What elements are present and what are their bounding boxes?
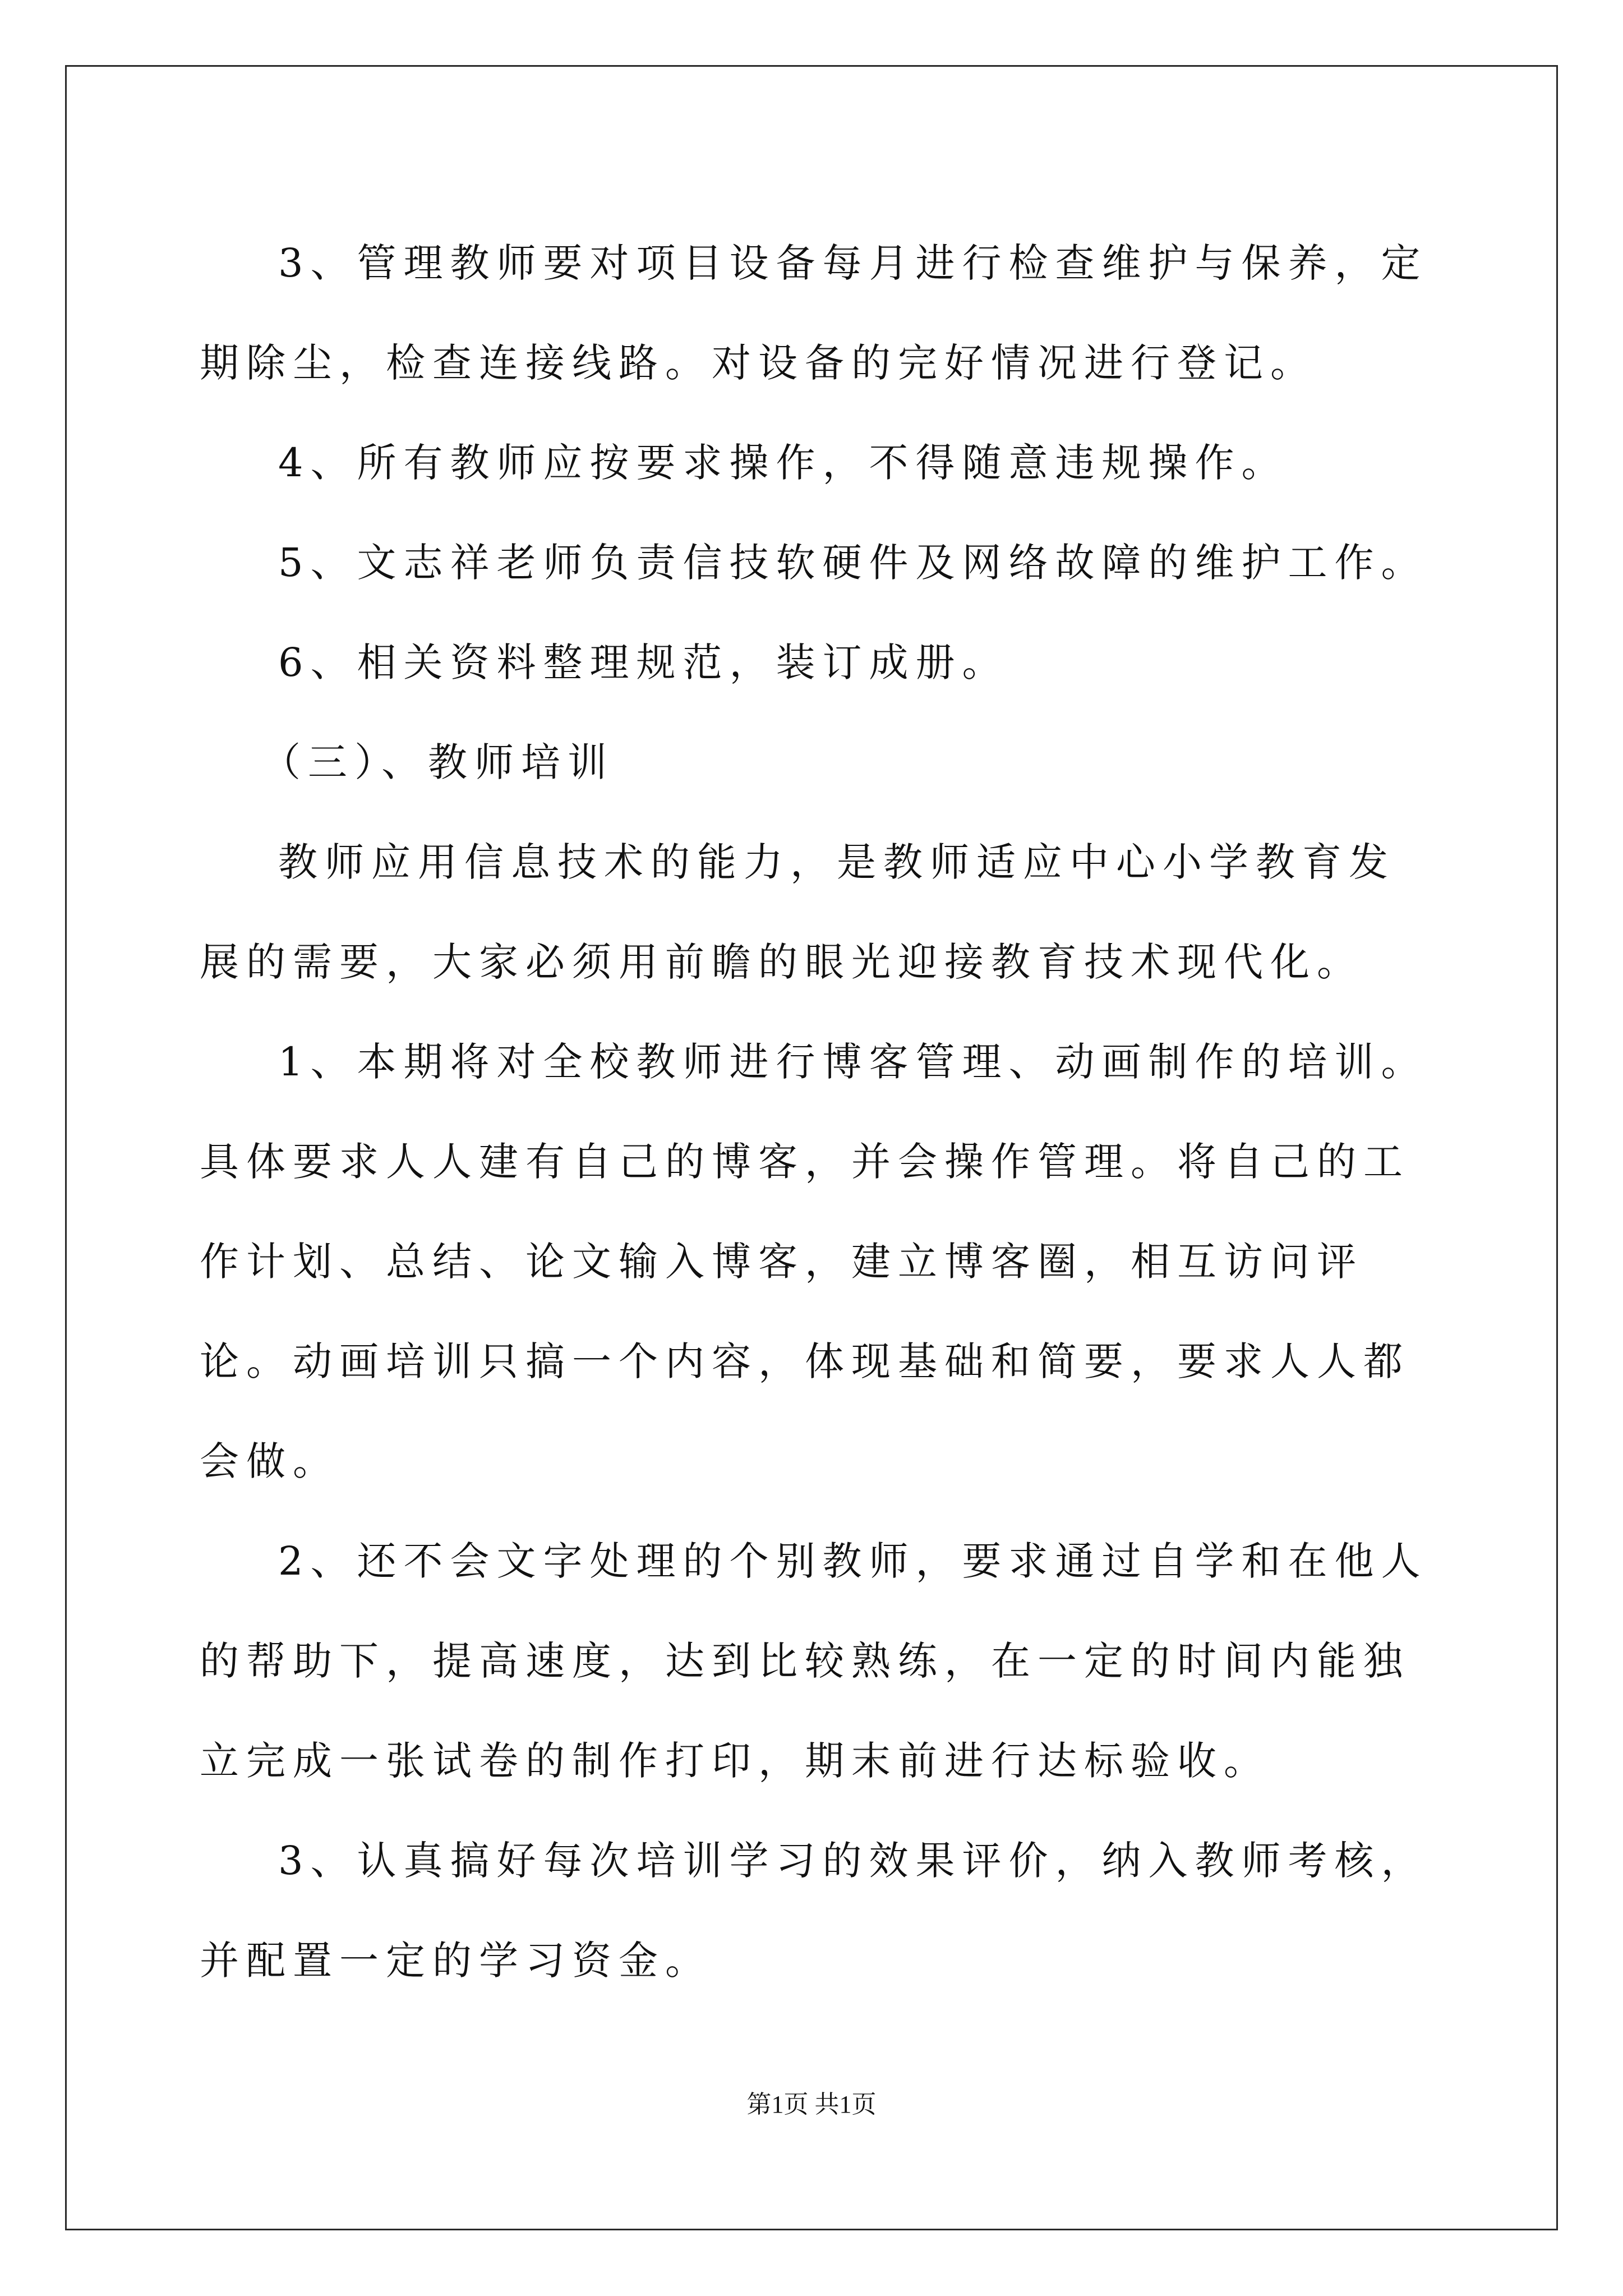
document-body xyxy=(200,213,1433,2010)
section-heading-teacher-training: （三）、教师培训 xyxy=(261,739,614,785)
paragraph-training-item-1: 1、本期将对全校教师进行博客管理、动画制作的培训。具体要求人人建有自己的博客，并会操作管理。将自己的工作计划、总结、论文输入博客，建立博客圈，相互访问评论。动画培训只搞一个内容，体现基础和简要，要求人人都会做。 xyxy=(200,1039,1428,1484)
paragraph-item-3-maintenance: 3、管理教师要对项目设备每月进行检查维护与保养，定期除尘，检查连接线路。对设备的完好情况进行登记。 xyxy=(200,240,1428,386)
paragraph-item-5-responsible: 5、文志祥老师负责信技软硬件及网络故障的维护工作。 xyxy=(278,540,1428,586)
paragraph-item-4-operation: 4、所有教师应按要求操作，不得随意违规操作。 xyxy=(278,440,1288,486)
paragraph-item-6-materials: 6、相关资料整理规范，装订成册。 xyxy=(278,639,1009,685)
paragraph-training-item-3: 3、认真搞好每次培训学习的效果评价，纳入教师考核，并配置一定的学习资金。 xyxy=(200,1838,1428,1984)
paragraph-training-intro: 教师应用信息技术的能力，是教师适应中心小学教育发展的需要，大家必须用前瞻的眼光迎接教育技术现代化。 xyxy=(200,839,1395,985)
paragraph-training-item-2: 2、还不会文字处理的个别教师，要求通过自学和在他人的帮助下，提高速度，达到比较熟练，在一定的时间内能独立完成一张试卷的制作打印，期末前进行达标验收。 xyxy=(200,1538,1428,1784)
page-footer: 第1页 共1页 xyxy=(746,2091,877,2118)
